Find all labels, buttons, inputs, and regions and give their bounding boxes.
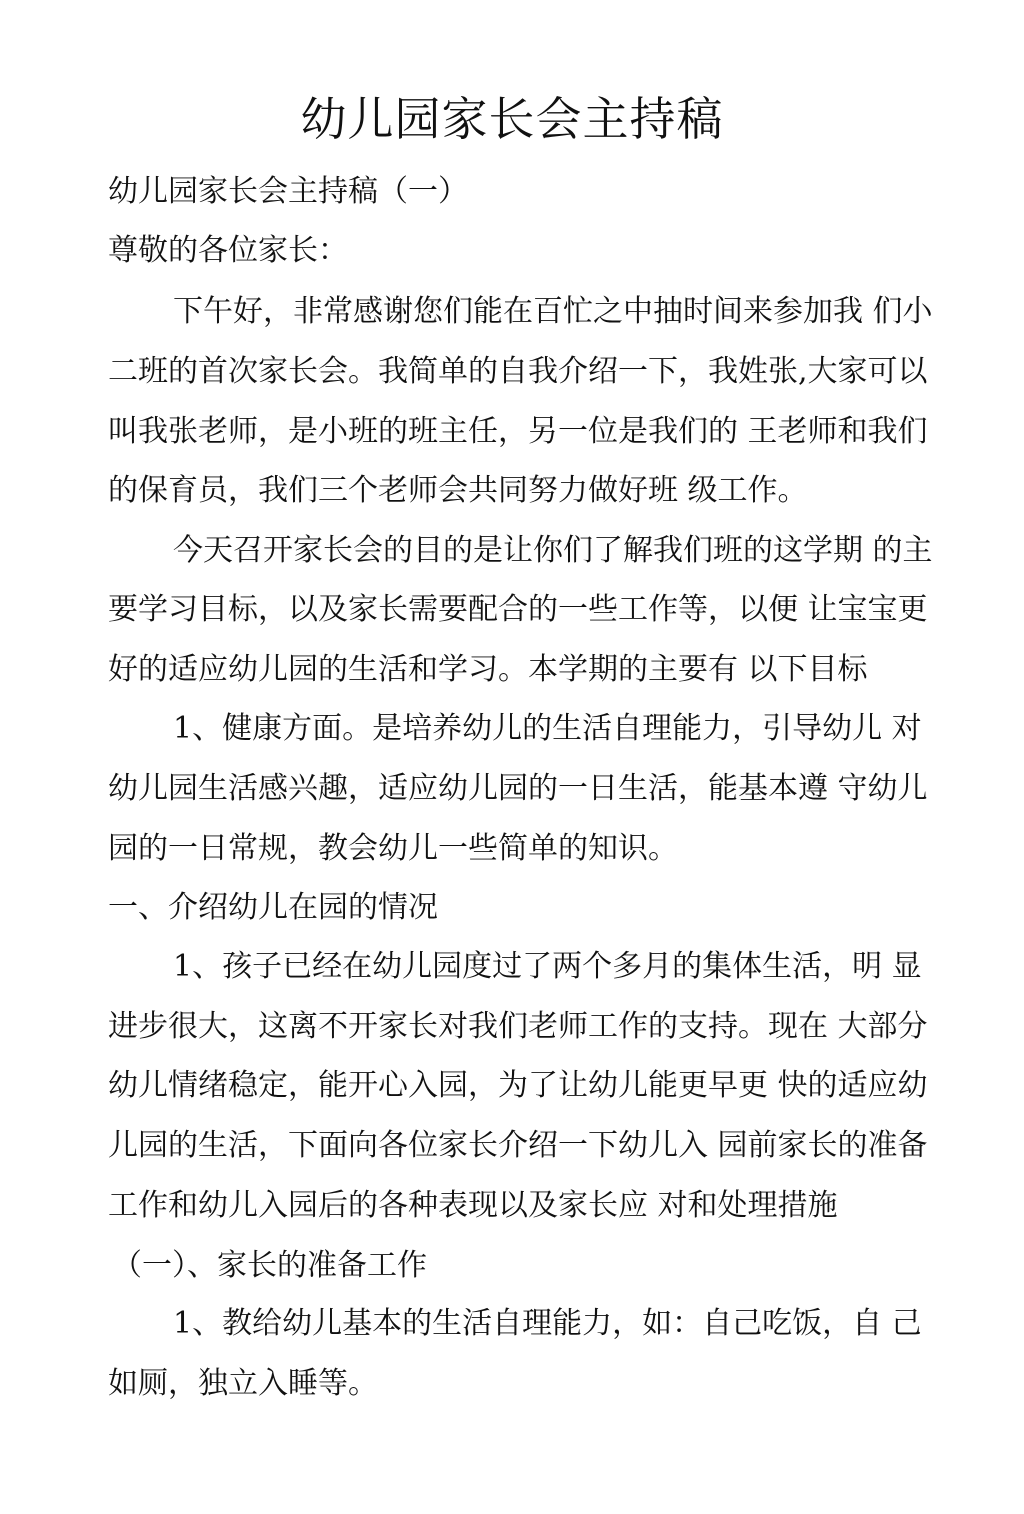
paragraph-line: 二班的首次家长会。我简单的自我介绍一下，我姓张,大家可以 <box>108 354 928 389</box>
paragraph-line: 幼儿情绪稳定，能开心入园，为了让幼儿能更早更 快的适应幼 <box>108 1068 928 1103</box>
paragraph-line: 幼儿园生活感兴趣，适应幼儿园的一日生活，能基本遵 守幼儿 <box>108 771 928 806</box>
paragraph-line: 进步很大，这离不开家长对我们老师工作的支持。现在 大部分 <box>108 1009 928 1044</box>
paragraph-line: 要学习目标，以及家长需要配合的一些工作等，以便 让宝宝更 <box>108 592 928 627</box>
document-subtitle: 幼儿园家长会主持稿（一） <box>108 174 468 209</box>
paragraph-line: 工作和幼儿入园后的各种表现以及家长应 对和处理措施 <box>108 1188 838 1223</box>
salutation: 尊敬的各位家长： <box>108 233 348 268</box>
paragraph-line: 1、健康方面。是培养幼儿的生活自理能力，引导幼儿 对 <box>173 711 922 746</box>
section-heading: （一）、家长的准备工作 <box>112 1248 427 1283</box>
paragraph-line: 下午好，非常感谢您们能在百忙之中抽时间来参加我 们小 <box>173 294 933 329</box>
paragraph-line: 好的适应幼儿园的生活和学习。本学期的主要有 以下目标 <box>108 652 868 687</box>
paragraph-line: 1、教给幼儿基本的生活自理能力，如：自己吃饭，自 己 <box>173 1306 922 1341</box>
paragraph-line: 今天召开家长会的目的是让你们了解我们班的这学期 的主 <box>173 533 933 568</box>
document-title: 幼儿园家长会主持稿 <box>300 92 724 146</box>
section-heading: 一、介绍幼儿在园的情况 <box>108 890 438 925</box>
paragraph-line: 儿园的生活，下面向各位家长介绍一下幼儿入 园前家长的准备 <box>108 1128 928 1163</box>
paragraph-line: 叫我张老师，是小班的班主任，另一位是我们的 王老师和我们 <box>108 414 928 449</box>
paragraph-line: 的保育员，我们三个老师会共同努力做好班 级工作。 <box>108 473 808 508</box>
paragraph-line: 园的一日常规，教会幼儿一些简单的知识。 <box>108 831 678 866</box>
paragraph-line: 如厕，独立入睡等。 <box>108 1366 378 1401</box>
paragraph-line: 1、孩子已经在幼儿园度过了两个多月的集体生活，明 显 <box>173 949 922 984</box>
